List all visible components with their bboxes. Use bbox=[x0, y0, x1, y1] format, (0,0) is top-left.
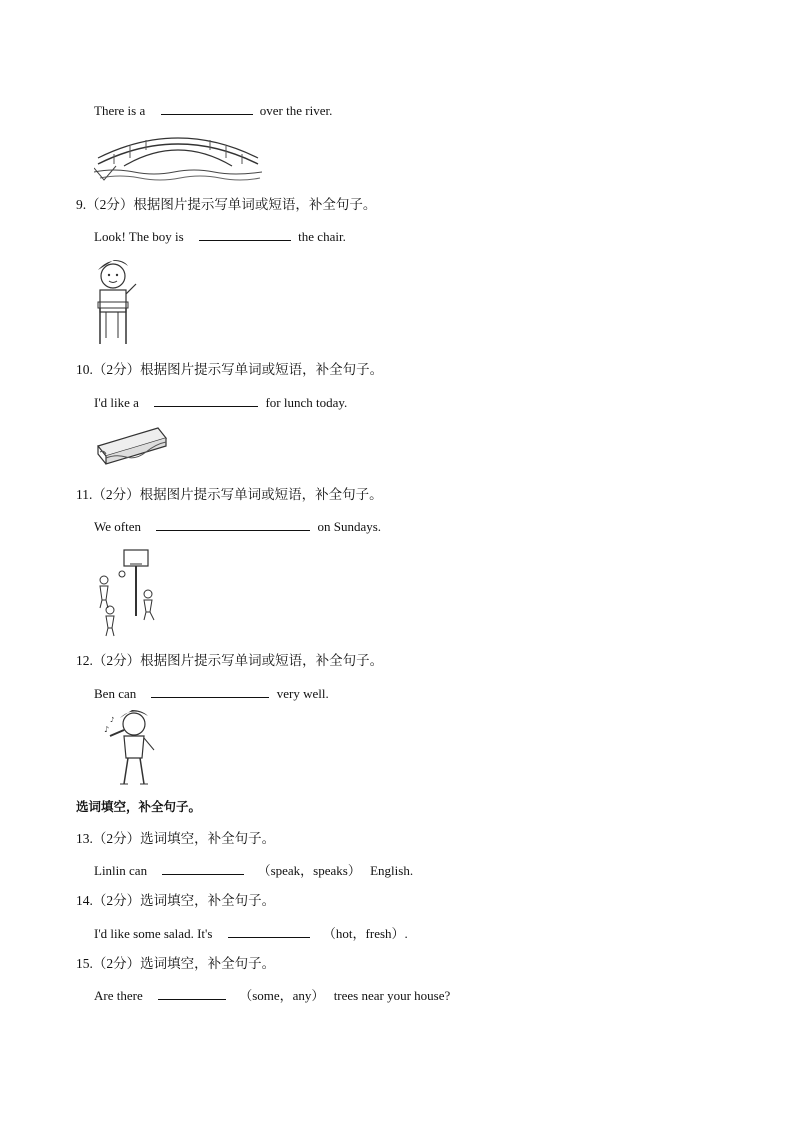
q15-text-after: trees near your house? bbox=[333, 988, 451, 1003]
q14-title: 14.（2分）选词填空，补全句子。 bbox=[76, 893, 276, 908]
q8-text-after: over the river. bbox=[259, 103, 333, 118]
q12-answer-blank[interactable] bbox=[151, 685, 269, 698]
q10-title: 10.（2分）根据图片提示写单词或短语，补全句子。 bbox=[76, 362, 384, 377]
q13-title: 13.（2分）选词填空，补全句子。 bbox=[76, 831, 276, 846]
q12-text-after: very well. bbox=[276, 686, 329, 701]
q11-answer-blank[interactable] bbox=[156, 518, 310, 531]
q9-text-after: the chair. bbox=[298, 229, 346, 244]
q9-sentence bbox=[94, 228, 346, 245]
q10-sentence bbox=[94, 394, 347, 411]
q12-title: 12.（2分）根据图片提示写单词或短语，补全句子。 bbox=[76, 653, 384, 668]
q11-sentence bbox=[94, 518, 381, 535]
q14-text-before: I'd like some salad. It's bbox=[94, 926, 213, 941]
q14-answer-blank[interactable] bbox=[228, 925, 310, 938]
boy-playing-flute-illustration bbox=[104, 708, 160, 788]
q13-answer-blank[interactable] bbox=[162, 862, 244, 875]
boy-behind-chair-illustration bbox=[92, 256, 140, 348]
q11-text-before: We often bbox=[94, 519, 141, 534]
q12-sentence bbox=[94, 685, 329, 702]
q15-sentence bbox=[94, 987, 450, 1004]
q11-text-after: on Sundays. bbox=[317, 519, 382, 534]
q8-sentence bbox=[94, 102, 332, 119]
q14-text-after: . bbox=[404, 926, 408, 941]
q8-answer-blank[interactable] bbox=[161, 102, 253, 115]
svg-text:♪: ♪ bbox=[104, 725, 110, 734]
svg-text:♪: ♪ bbox=[110, 716, 115, 724]
bridge-illustration bbox=[94, 128, 262, 184]
q12-text-before: Ben can bbox=[94, 686, 137, 701]
q11-title: 11.（2分）根据图片提示写单词或短语，补全句子。 bbox=[76, 487, 383, 502]
q10-text-before: I'd like a bbox=[94, 395, 139, 410]
q15-title: 15.（2分）选词填空，补全句子。 bbox=[76, 956, 276, 971]
section-heading: 选词填空，补全句子。 bbox=[76, 799, 202, 814]
q13-text-after: English. bbox=[370, 863, 414, 878]
q9-answer-blank[interactable] bbox=[199, 228, 291, 241]
q13-text-before: Linlin can bbox=[94, 863, 148, 878]
q15-text-before: Are there bbox=[94, 988, 143, 1003]
q13-sentence bbox=[94, 862, 413, 879]
q9-title: 9.（2分）根据图片提示写单词或短语，补全句子。 bbox=[76, 197, 377, 212]
kids-playing-basketball-illustration bbox=[92, 546, 162, 640]
q14-sentence bbox=[94, 925, 408, 942]
q8-text-before: There is a bbox=[94, 103, 146, 118]
q10-text-after: for lunch today. bbox=[265, 395, 348, 410]
q15-options: （some，any） bbox=[239, 988, 325, 1003]
q14-options: （hot，fresh） bbox=[322, 926, 405, 941]
sandwich-illustration bbox=[96, 424, 168, 470]
q13-options: （speak，speaks） bbox=[257, 863, 361, 878]
q9-text-before: Look! The boy is bbox=[94, 229, 184, 244]
q10-answer-blank[interactable] bbox=[154, 394, 258, 407]
q15-answer-blank[interactable] bbox=[158, 987, 226, 1000]
